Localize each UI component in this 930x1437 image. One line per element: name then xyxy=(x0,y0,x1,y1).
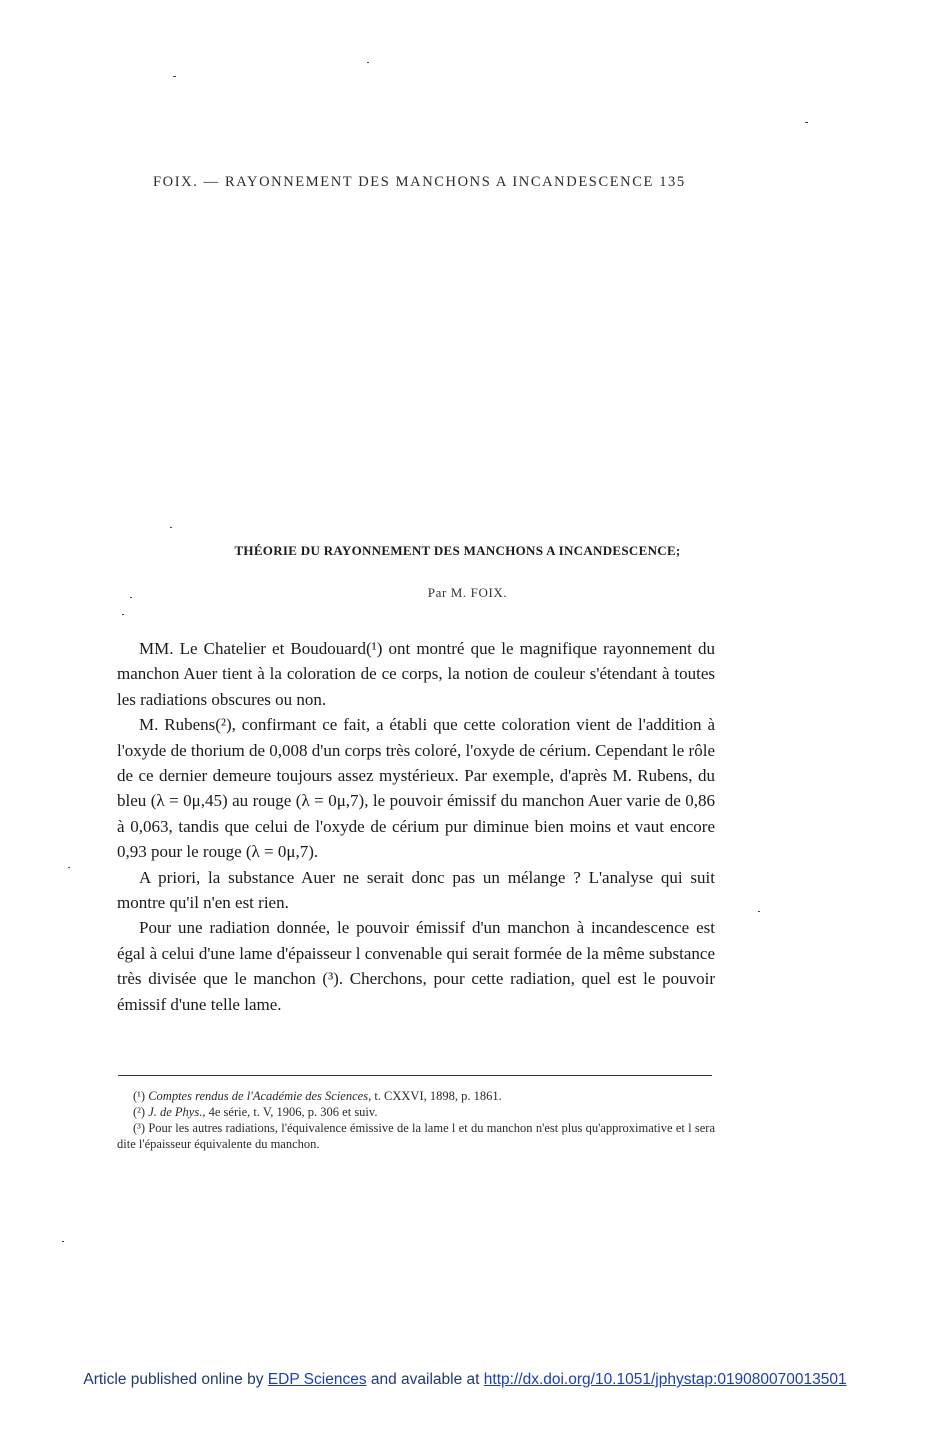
scan-speck xyxy=(805,122,808,123)
doi-link[interactable]: http://dx.doi.org/10.1051/jphystap:019080070013501 xyxy=(483,1371,847,1388)
paragraph: M. Rubens(²), confirmant ce fait, a établi que cette coloration vient de l'addition à l'oxyde de thorium de 0,008 d'un corps très coloré, l'oxyde de cérium. Cependant le rôle de ce dernier demeure toujours assez mystérieux. Par exemple, d'après M. Rubens, du bleu (λ = 0μ,45) au rouge (λ = 0μ,7), le pouvoir émissif du manchon Auer varie de 0,86 à 0,063, tandis que celui de l'oxyde de cérium pur diminue bien moins et vaut encore 0,93 pour le rouge (λ = 0μ,7). xyxy=(117,715,715,862)
footnote-source: Comptes rendus de l'Académie des Sciences xyxy=(148,1089,369,1103)
footnote-mark: (³) xyxy=(133,1121,146,1135)
running-head: FOIX. — RAYONNEMENT DES MANCHONS A INCANDESCENCE 135 xyxy=(153,174,686,190)
scan-speck xyxy=(122,614,124,615)
footnote-2 xyxy=(117,1104,715,1120)
paragraph: Pour une radiation donnée, le pouvoir émissif d'un manchon à incandescence est égal à celui d'une lame d'épaisseur l convenable qui serait formée de la même substance très divisée que le manchon (³). Cherchons, pour cette radiation, quel est le pouvoir émissif d'une telle lame. xyxy=(117,918,715,1014)
scan-speck xyxy=(170,527,172,528)
scan-speck xyxy=(367,62,369,63)
scan-speck xyxy=(758,911,760,912)
footnote-mark: (¹) xyxy=(133,1089,146,1103)
article-title xyxy=(0,543,930,559)
author-text: Par M. FOIX. xyxy=(427,585,508,600)
article-title-text: THÉORIE DU RAYONNEMENT DES MANCHONS A INCANDESCENCE; xyxy=(234,543,681,558)
footer-middle: and available at xyxy=(370,1371,480,1388)
paragraph: A priori, la substance Auer ne serait donc pas un mélange ? L'analyse qui suit montre qu'il n'en est rien. xyxy=(117,867,715,913)
publisher-link[interactable]: EDP Sciences xyxy=(267,1371,367,1388)
footnote-rest: , 4e série, t. V, 1906, p. 306 et suiv. xyxy=(202,1105,378,1119)
footnote-text: Pour les autres radiations, l'équivalence émissive de la lame l et du manchon n'est plus qu'approximative et l sera dite l'épaisseur équivalente du manchon. xyxy=(117,1121,715,1151)
footnote-3 xyxy=(117,1120,715,1152)
footnotes xyxy=(117,1088,715,1152)
publication-footer xyxy=(0,1371,930,1389)
paragraph: MM. Le Chatelier et Boudouard(¹) ont montré que le magnifique rayonnement du manchon Auer tient à la coloration de ce corps, la notion de couleur s'étendant à toutes les radiations obscures ou non. xyxy=(117,639,715,709)
footnote-source: J. de Phys. xyxy=(148,1105,203,1119)
footnote-rule xyxy=(118,1075,712,1076)
scan-speck xyxy=(173,76,176,77)
footnote-mark: (²) xyxy=(133,1105,146,1119)
author-line xyxy=(0,585,930,601)
footnote-1 xyxy=(117,1088,715,1104)
scan-speck xyxy=(68,867,70,868)
article-body xyxy=(117,636,715,1017)
footer-prefix: Article published online by xyxy=(83,1371,264,1388)
footnote-rest: , t. CXXVI, 1898, p. 1861. xyxy=(368,1089,502,1103)
scan-speck xyxy=(62,1241,64,1242)
